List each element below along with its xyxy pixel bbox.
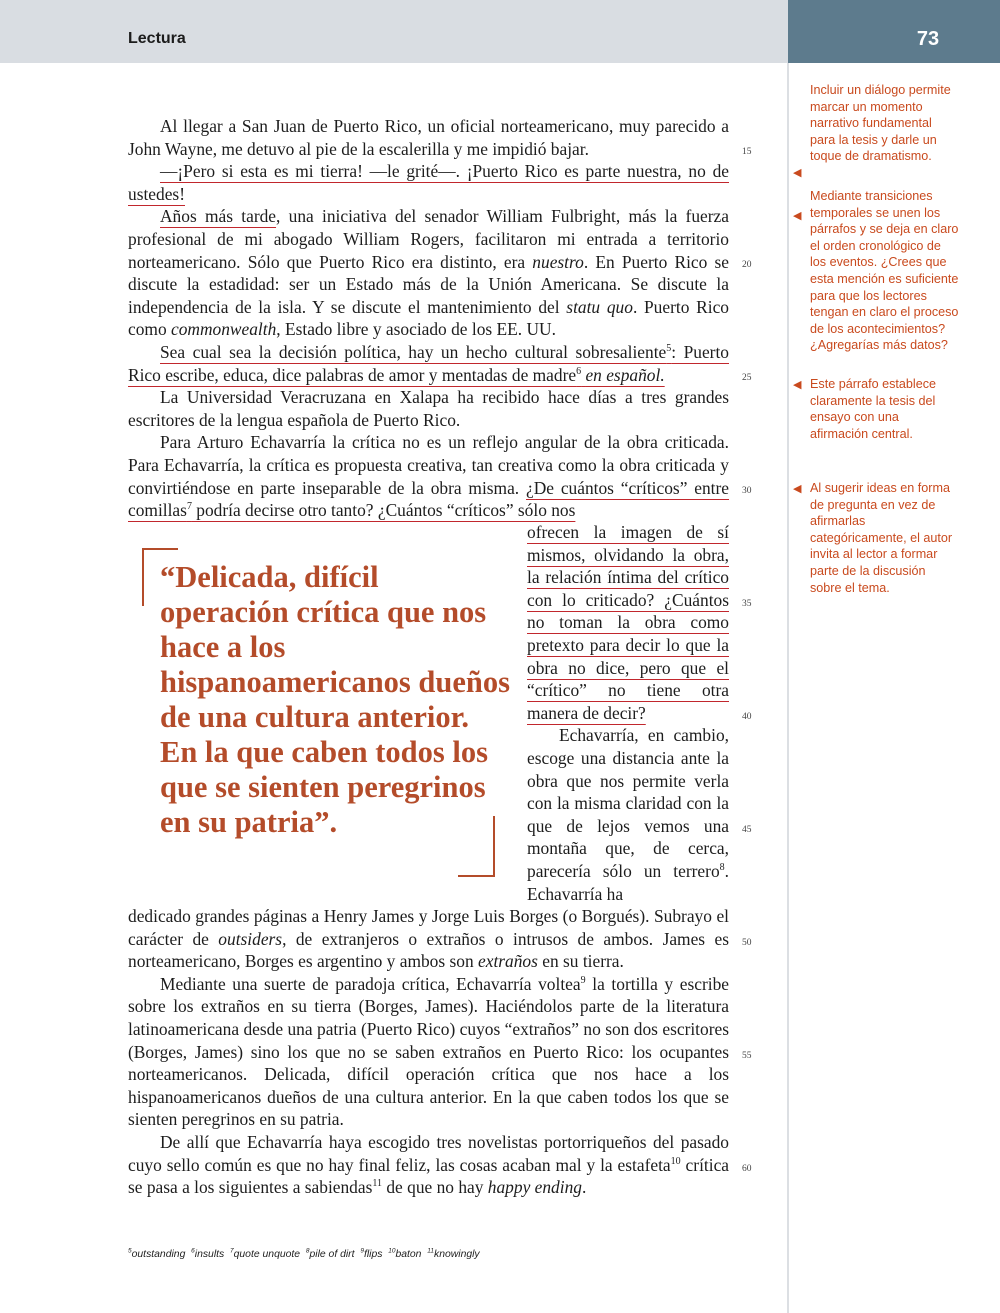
quote-bracket bbox=[493, 816, 495, 877]
paragraph bbox=[527, 521, 729, 724]
paragraph: Mediante una suerte de paradoja crítica, Echavarría voltea$^9$ la tortilla y escribe sobre los extraños en su tierra (Borges, James). Haciéndolos parte de la literatura latinoamericana desde una patria (Puerto Rico) cuyos “extraños” no son dos escritores (Borges, James) sino los que no se saben extraños en Puerto Rico: los ocupantes norteamericanos. Delicada, difícil operación crítica que nos hace a los hispanoamericanos dueños de una cultura anterior. En la que caben todos los que se sienten peregrinos en su patria. bbox=[128, 973, 729, 1130]
line-number: 60 bbox=[742, 1164, 752, 1174]
pointer-arrow-icon: ◀ bbox=[793, 482, 802, 495]
paragraph: dedicado grandes páginas a Henry James y Jorge Luis Borges (o Borgués). Subrayo el carácter de outsiders, de extranjeros o extraños o intrusos de ambos. James es norteamericano, Borges es argentino y ambos son extraños en su tierra. bbox=[128, 906, 729, 972]
essay-text-column bbox=[527, 521, 729, 905]
margin-divider bbox=[787, 63, 789, 1313]
pointer-arrow-icon: ◀ bbox=[793, 209, 802, 222]
paragraph-thesis bbox=[128, 341, 729, 386]
line-number: 50 bbox=[742, 938, 752, 948]
paragraph: La Universidad Veracruzana en Xalapa ha recibido hace días a tres grandes escritores de la lengua española de Puerto Rico. bbox=[128, 387, 729, 430]
underlined-question: ¿De cuántos “críticos” entre comillas$^7$ podría decirse otro tanto? ¿Cuántos “críticos” sólo nos bbox=[128, 477, 730, 521]
underlined-thesis: Sea cual sea la decisión política, hay un hecho cultural sobresaliente$^5$: Puerto Rico escribe, educa, dice palabras de amor y mentadas de madre$^6$ en español. bbox=[128, 341, 729, 385]
line-number: 40 bbox=[742, 712, 752, 722]
pull-quote: “Delicada, difícil operación crítica que nos hace a los hispanoamericanos dueños de una cultura anterior. En la que caben todos los que se sienten peregrinos en su patria”. bbox=[160, 560, 510, 839]
quote-bracket bbox=[142, 548, 178, 550]
paragraph: Para Arturo Echavarría la crítica no es un reflejo angular de la obra criticada. Para Echavarría, la crítica es propuesta creativa, tan creativa como la obra criticada y convirtiéndose en parte inseparable de la obra misma. ¿De cuántos “críticos” entre comillas$^7$ podría decirse otro tanto? ¿Cuántos “críticos” sólo nos bbox=[128, 432, 730, 521]
page-number: 73 bbox=[916, 28, 940, 50]
margin-note: Mediante transiciones temporales se unen los párrafos y se deja en claro el orden cronológico de los eventos. ¿Crees que esta mención es suficiente para que los lectores tengan en claro el proceso de los acontecimientos? ¿Agregarías más datos? bbox=[810, 189, 959, 353]
line-number: 35 bbox=[742, 599, 752, 609]
line-number: 45 bbox=[742, 825, 752, 835]
pointer-arrow-icon: ◀ bbox=[793, 378, 802, 391]
margin-note: Al sugerir ideas en forma de pregunta en vez de afirmarlas categóricamente, el autor invita al lector a formar parte de la discusión sobre el tema. bbox=[810, 481, 953, 595]
quote-bracket bbox=[458, 875, 495, 877]
pointer-arrow-icon: ◀ bbox=[793, 166, 802, 179]
header-bar bbox=[0, 0, 788, 63]
underlined-question: ofrecen la imagen de sí mismos, olvidando la obra, la relación íntima del crítico con lo criticado? ¿Cuántos no toman la obra como pretexto para decir lo que la obra no dice, pero que el “crítico” no tiene otra manera de decir? bbox=[527, 522, 729, 723]
underlined-transition: Años más tarde bbox=[160, 206, 277, 227]
paragraph: Echavarría, en cambio, escoge una distancia ante la obra que nos permite verla con la misma claridad con la que de lejos vemos una montaña que, de cerca, parecería sólo un terrero$^8$. Echavarría ha bbox=[527, 725, 729, 904]
essay-text-upper bbox=[128, 115, 729, 522]
line-number: 15 bbox=[742, 147, 752, 157]
underlined-dialogue: —¡Pero si esta es mi tierra! —le grité—. ¡Puerto Rico es parte nuestra, no de ustedes! bbox=[128, 161, 729, 204]
paragraph-dialogue bbox=[128, 160, 729, 205]
essay-text-lower bbox=[128, 905, 729, 1199]
paragraph: De allí que Echavarría haya escogido tres novelistas portorriqueños del pasado cuyo sello común es que no hay final feliz, las cosas acaban mal y la estafeta$^{10}$ crítica se pasa a los siguientes a sabiendas$^{11}$ de que no hay happy ending. bbox=[128, 1131, 730, 1198]
quote-bracket bbox=[142, 548, 144, 606]
line-number: 25 bbox=[742, 373, 752, 383]
line-number: 55 bbox=[742, 1051, 752, 1061]
section-title: Lectura bbox=[128, 30, 186, 47]
margin-note: Este párrafo establece claramente la tesis del ensayo con una afirmación central. bbox=[810, 377, 937, 441]
line-number: 30 bbox=[742, 486, 752, 496]
paragraph: Al llegar a San Juan de Puerto Rico, un oficial norteamericano, muy parecido a John Wayne, me detuvo al pie de la escalerilla y me impidió bajar. bbox=[128, 116, 729, 159]
paragraph: Años más tarde, una iniciativa del senador William Fulbright, más la fuerza profesional de mi abogado William Rogers, facilitaron mi entrada a territorio norteamericano. Sólo que Puerto Rico era distinto, era nuestro. En Puerto Rico se discute la estadidad: ser un Estado más de la Unión Americana. Se discute la independencia de la isla. Y se discute el mantenimiento del statu quo. Puerto Rico como commonwealth, Estado libre y asociado de los EE. UU. bbox=[128, 206, 730, 340]
footnotes: $^5$outstanding $^6$insults $^7$quote unquote $^8$pile of dirt $^9$flips $^{10}$baton $^{11}$knowingly bbox=[128, 1247, 480, 1260]
line-number: 20 bbox=[742, 260, 752, 270]
margin-note: Incluir un diálogo permite marcar un momento narrativo fundamental para la tesis y darle un toque de dramatismo. bbox=[810, 83, 951, 164]
